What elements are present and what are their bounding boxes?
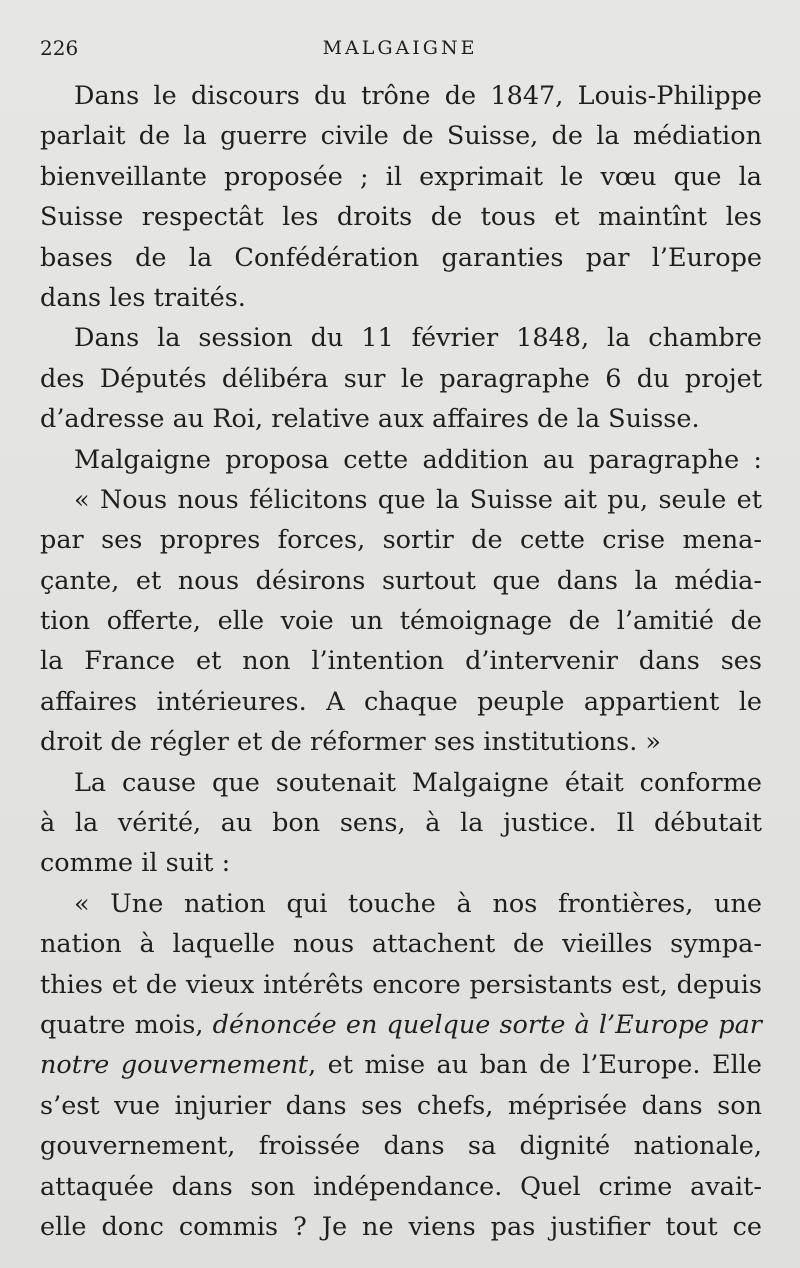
text-line: affaires intérieures. A chaque peuple appartient le bbox=[40, 686, 762, 717]
italic-text: dénoncée en quelque sorte à l’Europe par bbox=[212, 1009, 762, 1040]
text-line: droit de régler et de réformer ses institutions. » bbox=[40, 727, 662, 758]
text-line: bienveillante proposée ; il exprimait le vœu que la bbox=[40, 161, 762, 192]
text-line: parlait de la guerre civile de Suisse, de la médiation bbox=[40, 121, 762, 152]
text-line: « Une nation qui touche à nos frontières, une bbox=[74, 888, 762, 919]
text-fragment: quatre mois, bbox=[40, 1009, 204, 1040]
text-line: des Députés délibéra sur le paragraphe 6 du projet bbox=[40, 363, 762, 394]
text-line-mixed bbox=[40, 1045, 762, 1085]
page-number: 226 bbox=[40, 36, 79, 60]
text-line: attaquée dans son indépendance. Quel crime avait- bbox=[40, 1171, 762, 1202]
page-header bbox=[40, 34, 760, 64]
text-line: tion offerte, elle voie un témoignage de l’amitié de bbox=[40, 606, 762, 637]
text-line: Malgaigne proposa cette addition au paragraphe : bbox=[74, 444, 762, 475]
text-line-mixed bbox=[40, 1005, 762, 1045]
text-line: nation à laquelle nous attachent de vieilles sympa- bbox=[40, 929, 762, 960]
text-line: d’adresse au Roi, relative aux affaires de la Suisse. bbox=[40, 404, 700, 435]
text-line: La cause que soutenait Malgaigne était conforme bbox=[74, 767, 762, 798]
text-line: Suisse respectât les droits de tous et maintînt les bbox=[40, 202, 762, 233]
text-line: s’est vue injurier dans ses chefs, méprisée dans son bbox=[40, 1090, 762, 1121]
text-line: bases de la Confédération garanties par l’Europe bbox=[40, 242, 762, 273]
text-line: à la vérité, au bon sens, à la justice. Il débutait bbox=[40, 808, 762, 839]
italic-text: notre gouvernement bbox=[40, 1050, 309, 1081]
text-line: dans les traités. bbox=[40, 282, 246, 313]
running-head: MALGAIGNE bbox=[322, 37, 478, 59]
text-line: « Nous nous félicitons que la Suisse ait pu, seule et bbox=[74, 484, 762, 515]
body-text bbox=[40, 76, 762, 1247]
text-fragment: , et mise au ban de l’Europe. Elle bbox=[308, 1050, 762, 1081]
text-line: thies et de vieux intérêts encore persistants est, depuis bbox=[40, 969, 762, 1000]
text-line: elle donc commis ? Je ne viens pas justifier tout ce bbox=[40, 1211, 762, 1242]
text-line: Dans la session du 11 février 1848, la chambre bbox=[74, 323, 762, 354]
text-line: par ses propres forces, sortir de cette crise mena- bbox=[40, 525, 762, 556]
text-line: comme il suit : bbox=[40, 848, 231, 879]
text-line: çante, et nous désirons surtout que dans la média- bbox=[40, 565, 762, 596]
text-line: gouvernement, froissée dans sa dignité nationale, bbox=[40, 1131, 762, 1162]
text-line: la France et non l’intention d’intervenir dans ses bbox=[40, 646, 762, 677]
text-line: Dans le discours du trône de 1847, Louis-Philippe bbox=[74, 81, 762, 111]
